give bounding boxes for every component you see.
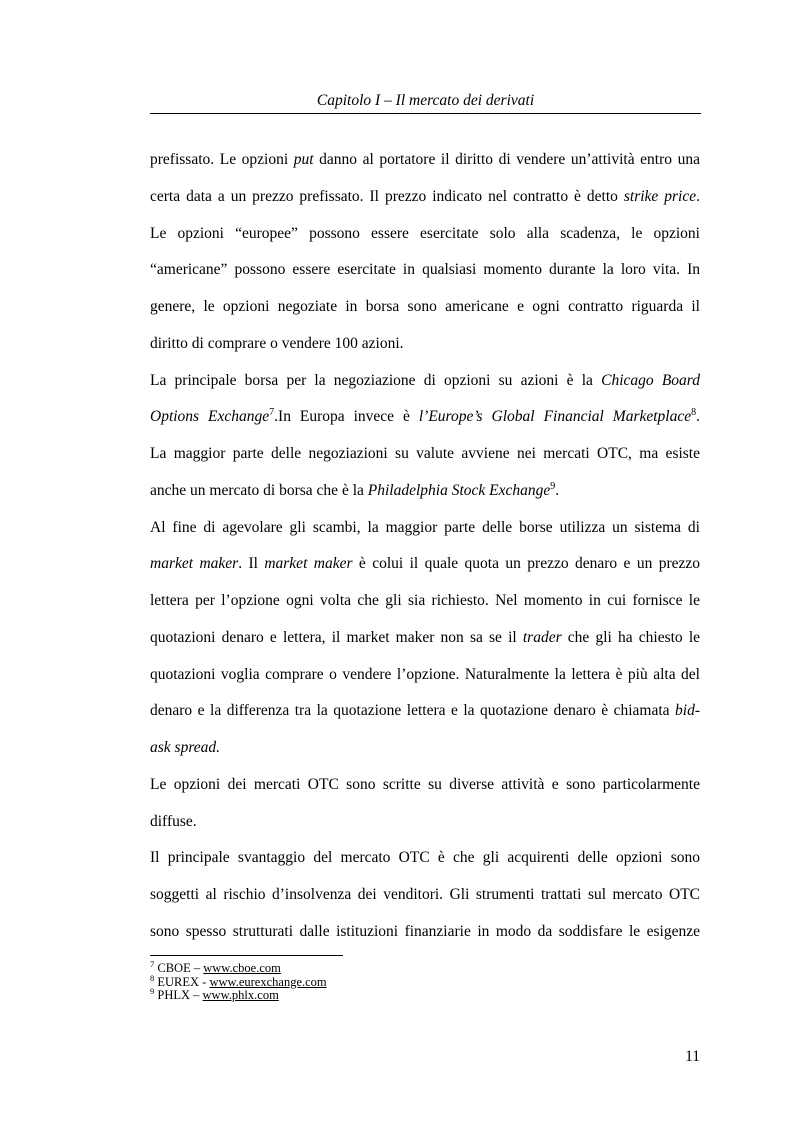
text-line: “americane” possono essere esercitate in qualsiasi momento durante la loro vita. In — [150, 261, 700, 279]
text-line: La maggior parte delle negoziazioni su valute avviene nei mercati OTC, ma esiste — [150, 445, 700, 462]
text-line — [150, 367, 700, 404]
text-run: . — [696, 187, 700, 205]
italic-term: strike price — [623, 187, 697, 205]
text-line: Le opzioni dei mercati OTC sono scritte su diverse attività e sono particolarmente — [150, 775, 700, 793]
text-run: anche un mercato di borsa che è la — [150, 481, 368, 499]
footnote-number: 8 — [150, 972, 155, 983]
italic-term: bid- — [675, 702, 700, 720]
text-run: denaro e la differenza tra la quotazione lettera e la quotazione denaro è chiamata — [150, 702, 676, 720]
footnote-ref: 9 — [550, 480, 556, 492]
text-run: danno al portatore il diritto di vendere un’attività entro una — [313, 151, 700, 168]
footnote-number: 9 — [150, 986, 155, 996]
text-run: . — [555, 481, 560, 499]
header-rule — [150, 113, 701, 114]
footnote-link-phlx[interactable]: www.phlx.com — [202, 988, 279, 1002]
footnote-ref: 7 — [269, 407, 275, 419]
text-line: Al fine di agevolare gli scambi, la maggior parte delle borse utilizza un sistema di — [150, 518, 700, 536]
text-line — [150, 734, 700, 771]
italic-term: Philadelphia Stock Exchange — [367, 481, 551, 499]
text-run: La principale borsa per la negoziazione di opzioni su azioni è la — [150, 371, 602, 389]
text-run: . — [696, 408, 700, 426]
italic-term: trader — [522, 628, 562, 646]
footnote-7 — [150, 959, 550, 976]
italic-term: market maker — [150, 555, 239, 573]
footnote-link-cboe[interactable]: www.cboe.com — [203, 961, 281, 975]
text-run: che gli ha chiesto le — [561, 628, 701, 646]
text-line: diritto di comprare o vendere 100 azioni. — [150, 334, 404, 352]
italic-term: market maker — [264, 555, 353, 573]
text-line: Le opzioni “europee” possono essere esercitate solo alla scadenza, le opzioni — [150, 224, 700, 242]
text-run: certa data a un prezzo prefissato. Il prezzo indicato nel contratto è detto — [150, 187, 624, 205]
italic-term: Options Exchange — [150, 408, 270, 426]
footnote-ref: 8 — [691, 407, 697, 419]
text-line: Il principale svantaggio del mercato OTC è che gli acquirenti delle opzioni sono — [150, 849, 700, 867]
text-line — [150, 183, 700, 220]
footnote-label: EUREX - — [157, 974, 210, 989]
text-line — [150, 624, 700, 661]
italic-term: ask spread. — [150, 739, 221, 756]
text-run: prefissato. Le opzioni — [150, 151, 294, 168]
page-number: 11 — [685, 1048, 700, 1065]
footnote-8 — [150, 972, 550, 990]
text-run: è colui il quale quota un prezzo denaro e un prezzo — [352, 555, 701, 573]
text-line: diffuse. — [150, 812, 197, 830]
footnote-rule — [150, 955, 343, 956]
text-line: soggetti al rischio d’insolvenza dei venditori. Gli strumenti trattati sul mercato OTC — [150, 886, 700, 903]
text-run: quotazioni denaro e lettera, il market maker non sa se il — [150, 628, 523, 646]
footnote-link-eurex[interactable]: www.eurexchange.com — [209, 974, 327, 989]
text-line — [150, 477, 700, 514]
footnote-number: 7 — [150, 959, 155, 969]
text-line: sono spesso strutturati dalle istituzioni finanziarie in modo da soddisfare le esigenze — [150, 922, 700, 940]
text-line: lettera per l’opzione ogni volta che gli sia richiesto. Nel momento in cui fornisce le — [150, 592, 700, 609]
italic-term: Chicago Board — [601, 371, 700, 389]
italic-term: put — [293, 151, 314, 168]
text-line: genere, le opzioni negoziate in borsa sono americane e ogni contratto riguarda il — [150, 298, 700, 315]
running-header: Capitolo I – Il mercato dei derivati — [316, 92, 535, 109]
text-line — [150, 550, 700, 587]
footnote-label: PHLX – — [157, 988, 203, 1002]
italic-term: l’Europe’s Global Financial Marketplace — [418, 408, 692, 426]
footnotes — [150, 959, 550, 1003]
text-line — [150, 146, 700, 183]
text-line: quotazioni voglia comprare o vendere l’opzione. Naturalmente la lettera è più alta del — [150, 665, 700, 683]
footnote-9 — [150, 986, 550, 1003]
text-run: . Il — [238, 555, 265, 573]
footnote-label: CBOE – — [157, 961, 204, 975]
body-text — [150, 146, 700, 955]
text-line — [150, 697, 700, 734]
text-run: .In Europa invece è — [274, 408, 419, 426]
text-line — [150, 403, 700, 440]
